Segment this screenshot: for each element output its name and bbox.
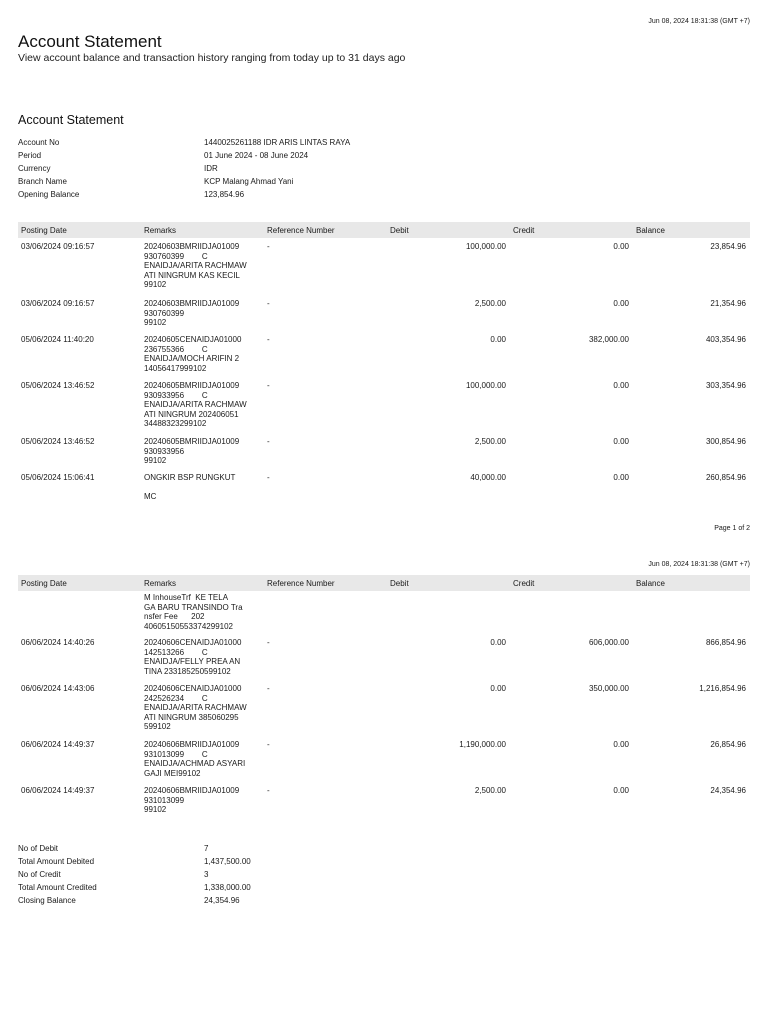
reference-number-cell: - bbox=[267, 684, 270, 693]
col-posting-date: Posting Date bbox=[21, 578, 67, 588]
transactions-table-page-1 bbox=[18, 222, 750, 509]
debit-cell: 1,190,000.00 bbox=[459, 740, 506, 749]
remarks-cell: 20240603BMRIIDJA01009 930760399 99102 bbox=[144, 299, 240, 327]
page-title: Account Statement bbox=[18, 32, 162, 51]
posting-date-cell bbox=[18, 593, 141, 633]
balance-cell: 300,854.96 bbox=[705, 437, 746, 446]
remarks-cell: M InhouseTrf KE TELA GA BARU TRANSINDO Tra nsfer Fee 202 40605150553374299102 bbox=[144, 593, 243, 631]
col-debit: Debit bbox=[390, 578, 409, 588]
page-subtitle: View account balance and transaction history ranging from today up to 31 days ago bbox=[18, 52, 406, 64]
reference-number-cell: - bbox=[267, 242, 270, 251]
section-title: Account Statement bbox=[18, 113, 124, 127]
table-row bbox=[18, 377, 750, 433]
info-label: Account No bbox=[18, 138, 60, 147]
reference-number-cell: - bbox=[267, 299, 270, 308]
summary-row bbox=[18, 868, 251, 881]
credit-cell: 0.00 bbox=[613, 437, 629, 446]
credit-cell: 606,000.00 bbox=[588, 638, 629, 647]
table-row bbox=[18, 782, 750, 818]
page-number: Page 1 of 2 bbox=[714, 525, 750, 532]
col-posting-date: Posting Date bbox=[21, 225, 67, 235]
info-row bbox=[18, 136, 350, 149]
table-header bbox=[18, 222, 750, 238]
summary-label: Closing Balance bbox=[18, 896, 76, 905]
remarks-cell: 20240606BMRIIDJA01009 931013099 C ENAIDJA/ACHMAD ASYARI GAJI MEI99102 bbox=[144, 740, 246, 778]
account-info bbox=[18, 136, 350, 201]
table-header bbox=[18, 575, 750, 591]
col-remarks: Remarks bbox=[144, 225, 177, 235]
credit-cell: 0.00 bbox=[613, 740, 629, 749]
balance-cell: 260,854.96 bbox=[705, 473, 746, 482]
debit-cell: 0.00 bbox=[490, 335, 506, 344]
credit-cell: 0.00 bbox=[613, 381, 629, 390]
posting-date-cell: 05/06/2024 11:40:20 bbox=[21, 335, 94, 344]
posting-date-cell: 03/06/2024 09:16:57 bbox=[21, 299, 95, 308]
summary-row bbox=[18, 842, 251, 855]
table-row bbox=[18, 295, 750, 331]
posting-date-cell: 05/06/2024 13:46:52 bbox=[21, 437, 95, 446]
col-debit: Debit bbox=[390, 225, 409, 235]
debit-cell: 0.00 bbox=[490, 684, 506, 693]
posting-date-cell: 06/06/2024 14:49:37 bbox=[21, 786, 95, 795]
col-balance: Balance bbox=[636, 578, 665, 588]
credit-cell: 0.00 bbox=[613, 242, 629, 251]
remarks-cell: 20240605BMRIIDJA01009 930933956 99102 bbox=[144, 437, 240, 465]
col-credit: Credit bbox=[513, 578, 535, 588]
info-row bbox=[18, 149, 350, 162]
table-row bbox=[18, 469, 750, 509]
table-row bbox=[18, 736, 750, 782]
statement-summary bbox=[18, 842, 251, 907]
remarks-cell: 20240605BMRIIDJA01009 930933956 C ENAIDJA/ARITA RACHMAW ATI NINGRUM 202406051 34488323299102 bbox=[144, 381, 247, 428]
debit-cell bbox=[387, 593, 510, 633]
summary-label: Total Amount Debited bbox=[18, 857, 95, 866]
col-balance: Balance bbox=[636, 225, 665, 235]
debit-cell: 100,000.00 bbox=[465, 242, 506, 251]
credit-cell: 0.00 bbox=[613, 299, 629, 308]
credit-cell: 350,000.00 bbox=[588, 684, 629, 693]
info-label: Opening Balance bbox=[18, 190, 80, 199]
summary-value: 7 bbox=[204, 844, 209, 853]
col-credit: Credit bbox=[513, 225, 535, 235]
balance-cell: 24,354.96 bbox=[710, 786, 746, 795]
reference-number-cell: - bbox=[267, 740, 270, 749]
debit-cell: 40,000.00 bbox=[470, 473, 506, 482]
table-row bbox=[18, 634, 750, 680]
debit-cell: 2,500.00 bbox=[474, 437, 506, 446]
balance-cell: 303,354.96 bbox=[705, 381, 746, 390]
table-row bbox=[18, 433, 750, 469]
balance-cell: 23,854.96 bbox=[710, 242, 746, 251]
table-row bbox=[18, 238, 750, 295]
summary-row bbox=[18, 881, 251, 894]
info-value: 1440025261188 IDR ARIS LINTAS RAYA bbox=[204, 138, 351, 147]
balance-cell: 403,354.96 bbox=[705, 335, 746, 344]
credit-cell: 0.00 bbox=[613, 473, 629, 482]
col-reference-number: Reference Number bbox=[267, 578, 335, 588]
info-label: Period bbox=[18, 151, 42, 160]
balance-cell: 26,854.96 bbox=[710, 740, 746, 749]
debit-cell: 2,500.00 bbox=[474, 786, 506, 795]
remarks-cell: 20240605CENAIDJA01000 236755366 C ENAIDJA/MOCH ARIFIN 2 14056417999102 bbox=[144, 335, 242, 373]
print-timestamp: Jun 08, 2024 18:31:38 (GMT +7) bbox=[648, 18, 750, 25]
credit-cell: 0.00 bbox=[613, 786, 629, 795]
summary-label: No of Debit bbox=[18, 844, 59, 853]
info-label: Currency bbox=[18, 164, 51, 173]
reference-number-cell: - bbox=[267, 638, 270, 647]
info-row bbox=[18, 175, 350, 188]
summary-row bbox=[18, 855, 251, 868]
posting-date-cell: 06/06/2024 14:49:37 bbox=[21, 740, 95, 749]
posting-date-cell: 05/06/2024 13:46:52 bbox=[21, 381, 95, 390]
info-value: IDR bbox=[204, 164, 218, 173]
remarks-cell: ONGKIR BSP RUNGKUT MC bbox=[144, 473, 236, 501]
posting-date-cell: 06/06/2024 14:43:06 bbox=[21, 684, 95, 693]
col-remarks: Remarks bbox=[144, 578, 177, 588]
summary-value: 1,437,500.00 bbox=[204, 857, 251, 866]
table-row bbox=[18, 591, 750, 634]
summary-value: 24,354.96 bbox=[204, 896, 240, 905]
table-row bbox=[18, 680, 750, 736]
debit-cell: 100,000.00 bbox=[465, 381, 506, 390]
posting-date-cell: 05/06/2024 15:06:41 bbox=[21, 473, 95, 482]
remarks-cell: 20240603BMRIIDJA01009 930760399 C ENAIDJA/ARITA RACHMAW ATI NINGRUM KAS KECIL 99102 bbox=[144, 242, 247, 289]
remarks-cell: 20240606CENAIDJA01000 242526234 C ENAIDJA/ARITA RACHMAW ATI NINGRUM 385060295 599102 bbox=[144, 684, 247, 731]
balance-cell: 1,216,854.96 bbox=[699, 684, 746, 693]
posting-date-cell: 06/06/2024 14:40:26 bbox=[21, 638, 95, 647]
reference-number-cell: - bbox=[267, 335, 270, 344]
remarks-cell: 20240606CENAIDJA01000 142513266 C ENAIDJA/FELLY PREA AN TINA 233185250599102 bbox=[144, 638, 242, 676]
info-label: Branch Name bbox=[18, 177, 67, 186]
transactions-table-page-2 bbox=[18, 575, 750, 818]
summary-label: Total Amount Credited bbox=[18, 883, 97, 892]
debit-cell: 0.00 bbox=[490, 638, 506, 647]
credit-cell: 382,000.00 bbox=[588, 335, 629, 344]
balance-cell: 21,354.96 bbox=[710, 299, 746, 308]
posting-date-cell: 03/06/2024 09:16:57 bbox=[21, 242, 95, 251]
col-reference-number: Reference Number bbox=[267, 225, 335, 235]
info-value: 123,854.96 bbox=[204, 190, 245, 199]
reference-number-cell: - bbox=[267, 473, 270, 482]
info-value: 01 June 2024 - 08 June 2024 bbox=[204, 151, 309, 160]
summary-row bbox=[18, 894, 251, 907]
summary-value: 3 bbox=[204, 870, 209, 879]
remarks-cell: 20240606BMRIIDJA01009 931013099 99102 bbox=[144, 786, 240, 814]
reference-number-cell: - bbox=[267, 381, 270, 390]
summary-label: No of Credit bbox=[18, 870, 61, 879]
balance-cell bbox=[633, 593, 750, 633]
reference-number-cell: - bbox=[267, 786, 270, 795]
info-row bbox=[18, 188, 350, 201]
info-row bbox=[18, 162, 350, 175]
credit-cell bbox=[510, 593, 633, 633]
reference-number-cell bbox=[264, 593, 387, 633]
print-timestamp-page-2: Jun 08, 2024 18:31:38 (GMT +7) bbox=[648, 561, 750, 568]
summary-value: 1,338,000.00 bbox=[204, 883, 251, 892]
reference-number-cell: - bbox=[267, 437, 270, 446]
debit-cell: 2,500.00 bbox=[474, 299, 506, 308]
info-value: KCP Malang Ahmad Yani bbox=[204, 177, 294, 186]
table-row bbox=[18, 331, 750, 377]
balance-cell: 866,854.96 bbox=[705, 638, 746, 647]
